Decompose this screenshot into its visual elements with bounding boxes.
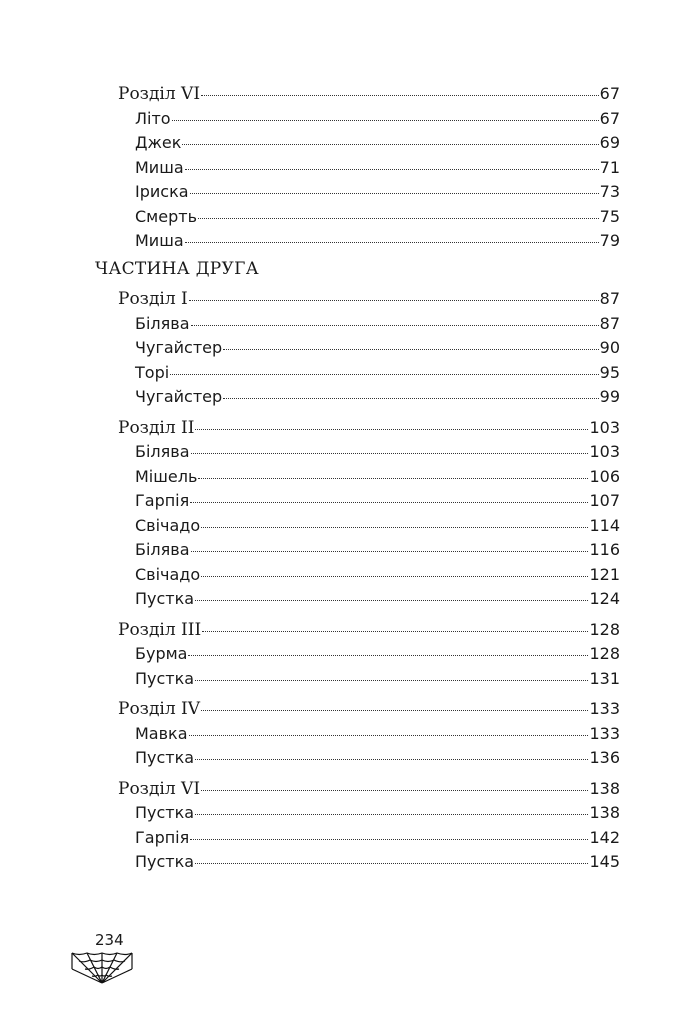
dot-leader — [201, 527, 588, 528]
toc-entry-page: 73 — [599, 182, 620, 201]
dot-leader — [191, 453, 589, 454]
dot-leader — [172, 120, 599, 121]
toc-entry — [135, 132, 620, 154]
toc-entry — [118, 619, 620, 641]
toc-entry-title: Пустка — [135, 803, 195, 822]
toc-entry-title: Пустка — [135, 748, 195, 767]
dot-leader — [202, 631, 588, 632]
toc-entry-page: 124 — [589, 589, 620, 608]
dot-leader — [201, 95, 599, 96]
toc-entry — [135, 181, 620, 203]
toc-entry-page: 133 — [589, 723, 620, 743]
toc-entry-page: 142 — [589, 827, 620, 847]
toc-entry-title: Мішель — [135, 466, 198, 486]
toc-entry-title: Торі — [135, 362, 170, 382]
page-number: 234 — [95, 931, 124, 949]
toc-entry-page: 128 — [589, 619, 620, 639]
toc-entry — [135, 206, 620, 228]
dot-leader — [195, 429, 588, 430]
dot-leader — [198, 218, 599, 219]
toc-entry-page: 138 — [589, 778, 620, 798]
toc-entry-title: Свічадо — [135, 564, 201, 584]
toc-entry-page: 67 — [599, 84, 620, 103]
dot-leader — [195, 600, 588, 601]
toc-entry-page: 67 — [599, 108, 620, 128]
toc-entry — [135, 564, 620, 586]
toc-entry-title: Розділ ІІІ — [118, 619, 202, 640]
toc-entry-page: 136 — [589, 748, 620, 767]
dot-leader — [185, 169, 599, 170]
toc-entry-page: 121 — [589, 564, 620, 584]
toc-entry — [135, 157, 620, 179]
dot-leader — [182, 144, 598, 145]
toc-entry-title: Білява — [135, 442, 190, 461]
dot-leader — [195, 759, 588, 760]
toc-entry — [118, 288, 620, 310]
dot-leader — [191, 325, 599, 326]
toc-entry — [135, 723, 620, 745]
dot-leader — [188, 655, 588, 656]
toc-entry — [135, 539, 620, 561]
toc-entry-title: Розділ VI — [118, 778, 201, 799]
toc-entry-title: Розділ VI — [118, 84, 201, 104]
toc-entry-title: Білява — [135, 313, 190, 333]
toc-entry-title: Гарпія — [135, 827, 190, 847]
toc-entry-page: 128 — [589, 644, 620, 663]
dot-leader — [189, 735, 589, 736]
toc-entry-page: 116 — [589, 540, 620, 559]
toc-entry — [118, 417, 620, 439]
toc-entry-page: 138 — [589, 803, 620, 822]
toc-entry-page: 114 — [589, 515, 620, 535]
toc-entry-title: Розділ IV — [118, 699, 201, 719]
toc-entry — [135, 643, 620, 665]
dot-leader — [223, 349, 598, 350]
toc-entry-title: Розділ ІІ — [118, 417, 195, 438]
dot-leader — [190, 193, 599, 194]
toc-entry — [135, 851, 620, 873]
toc-entry-title: Свічадо — [135, 515, 201, 535]
toc-entry-page: 107 — [589, 491, 620, 510]
dot-leader — [190, 502, 588, 503]
toc-entry-title: Миша — [135, 231, 184, 250]
dot-leader — [201, 790, 588, 791]
toc-entry — [135, 230, 620, 252]
toc-entry-title: Білява — [135, 540, 190, 559]
dot-leader — [185, 242, 599, 243]
dot-leader — [190, 839, 588, 840]
dot-leader — [195, 814, 588, 815]
toc-entry — [135, 827, 620, 849]
toc-entry-title: Пустка — [135, 852, 195, 871]
toc-entry-title: Розділ І — [118, 289, 188, 309]
toc-entry — [135, 108, 620, 130]
toc-entry — [135, 337, 620, 359]
toc-entry — [118, 83, 620, 105]
dot-leader — [195, 863, 588, 864]
toc-entry-title: Іриска — [135, 182, 189, 201]
toc-entry-title: Джек — [135, 133, 182, 152]
toc-entry-title: Гарпія — [135, 491, 190, 510]
toc-entry — [135, 588, 620, 610]
toc-entry — [135, 466, 620, 488]
toc-entry — [135, 490, 620, 512]
toc-entry-page: 95 — [599, 362, 620, 382]
toc-entry-page: 71 — [599, 157, 620, 177]
toc-entry-title: Чугайстер — [135, 338, 223, 357]
toc-entry-page: 103 — [589, 442, 620, 461]
toc-entry — [135, 747, 620, 769]
dot-leader — [198, 478, 588, 479]
dot-leader — [170, 374, 598, 375]
toc-entry-title: Пустка — [135, 589, 195, 608]
toc-entry-title: Смерть — [135, 206, 197, 226]
toc-entry-page: 75 — [599, 206, 620, 226]
toc-entry — [135, 515, 620, 537]
toc-entry-page: 131 — [589, 668, 620, 688]
toc-entry-title: Мавка — [135, 723, 188, 743]
toc-entry-page: 87 — [599, 313, 620, 333]
toc-entry-page: 133 — [589, 699, 620, 718]
toc-entry-page: 79 — [599, 231, 620, 250]
dot-leader — [191, 551, 589, 552]
toc-entry-page: 90 — [599, 338, 620, 357]
toc-entry-page: 99 — [599, 387, 620, 406]
dot-leader — [195, 680, 588, 681]
part-heading: ЧАСТИНА ДРУГА — [95, 259, 259, 279]
toc-entry-page: 145 — [589, 852, 620, 871]
toc-entry — [118, 778, 620, 800]
toc-entry-page: 106 — [589, 466, 620, 486]
toc-entry-title: Миша — [135, 157, 184, 177]
toc-entry-page: 87 — [599, 289, 620, 308]
spider-web-icon — [70, 951, 134, 985]
toc-entry — [135, 313, 620, 335]
toc-entry — [135, 802, 620, 824]
toc-entry-title: Літо — [135, 108, 171, 128]
toc-entry — [135, 441, 620, 463]
toc-entry-title: Чугайстер — [135, 387, 223, 406]
toc-entry — [135, 362, 620, 384]
toc-entry-title: Пустка — [135, 668, 195, 688]
toc-entry-title: Бурма — [135, 644, 188, 663]
dot-leader — [201, 576, 588, 577]
toc-entry — [135, 386, 620, 408]
dot-leader — [223, 398, 598, 399]
toc-entry-page: 103 — [589, 417, 620, 437]
toc-entry — [118, 698, 620, 720]
toc-entry — [135, 668, 620, 690]
dot-leader — [201, 710, 588, 711]
dot-leader — [189, 300, 599, 301]
toc-entry-page: 69 — [599, 133, 620, 152]
